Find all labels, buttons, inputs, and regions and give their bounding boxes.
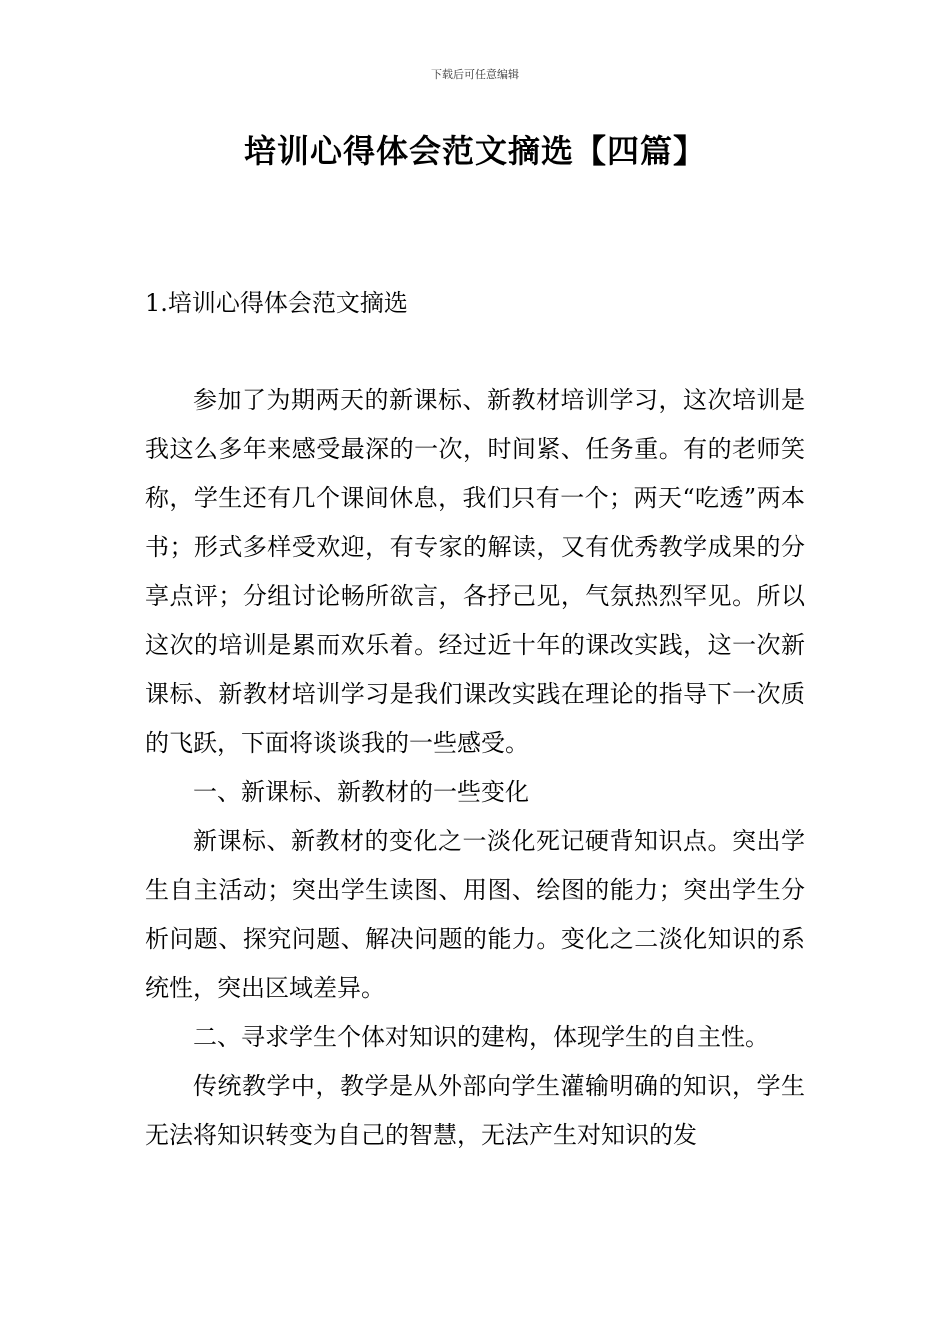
subheading-changes: 一、新课标、新教材的一些变化	[193, 778, 529, 806]
paragraph-intro: 参加了为期两天的新课标、新教材培训学习，这次培训是我这么多年来感受最深的一次，时间紧、任务重。有的老师笑称，学生还有几个课间休息，我们只有一个；两天“吃透”两本书；形式多样受欢迎，有专家的解读，又有优秀教学成果的分享点评；分组讨论畅所欲言，各抒己见，气氛热烈罕见。所以这次的培训是累而欢乐着。经过近十年的课改实践，这一次新课标、新教材培训学习是我们课改实践在理论的指导下一次质的飞跃，下面将谈谈我的一些感受。	[145, 386, 805, 757]
section-heading: 1.培训心得体会范文摘选	[145, 289, 408, 317]
subheading-construction: 二、寻求学生个体对知识的建构，体现学生的自主性。	[193, 1023, 769, 1051]
document-title: 培训心得体会范文摘选【四篇】	[243, 132, 706, 170]
paragraph-changes: 新课标、新教材的变化之一淡化死记硬背知识点。突出学生自主活动；突出学生读图、用图、绘图的能力；突出学生分析问题、探究问题、解决问题的能力。变化之二淡化知识的系统性，突出区域差异。	[145, 827, 805, 1002]
document-body	[145, 376, 805, 1160]
header-note: 下载后可任意编辑	[431, 68, 519, 81]
paragraph-traditional: 传统教学中，教学是从外部向学生灌输明确的知识，学生无法将知识转变为自己的智慧，无法产生对知识的发	[145, 1072, 805, 1149]
